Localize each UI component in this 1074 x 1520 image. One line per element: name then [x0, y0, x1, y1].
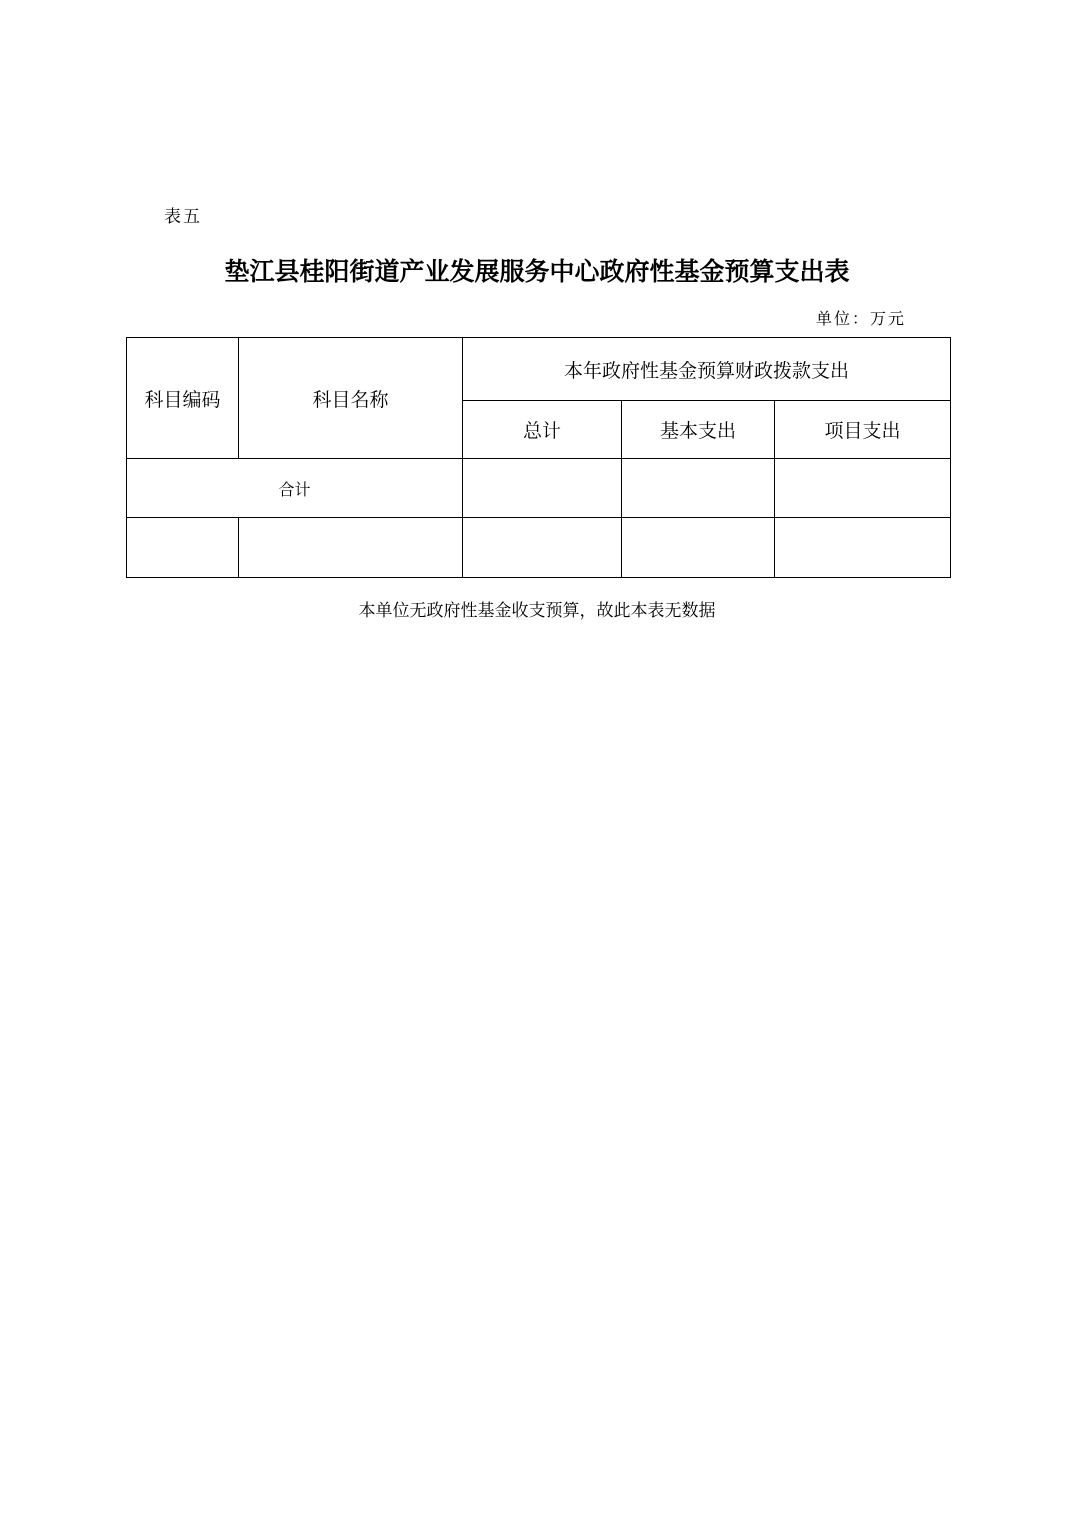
total-row — [127, 459, 951, 518]
total-row-basic — [622, 459, 775, 518]
row-name — [239, 518, 463, 578]
unit-label: 单位：万元 — [815, 309, 906, 328]
header-project: 项目支出 — [775, 401, 951, 459]
row-project — [775, 518, 951, 578]
header-group: 本年政府性基金预算财政拨款支出 — [463, 338, 951, 401]
table-header-row — [127, 338, 951, 401]
header-code: 科目编码 — [127, 338, 239, 459]
total-row-label: 合计 — [127, 459, 463, 518]
table-row — [127, 518, 951, 578]
header-basic: 基本支出 — [622, 401, 775, 459]
total-row-project — [775, 459, 951, 518]
budget-expenditure-table — [126, 337, 951, 578]
header-name: 科目名称 — [239, 338, 463, 459]
total-row-total — [463, 459, 622, 518]
header-total: 总计 — [463, 401, 622, 459]
no-data-note: 本单位无政府性基金收支预算，故此本表无数据 — [358, 601, 716, 621]
table-number-label: 表五 — [164, 207, 202, 227]
row-total — [463, 518, 622, 578]
row-basic — [622, 518, 775, 578]
page-title: 垫江县桂阳街道产业发展服务中心政府性基金预算支出表 — [224, 257, 850, 286]
row-code — [127, 518, 239, 578]
